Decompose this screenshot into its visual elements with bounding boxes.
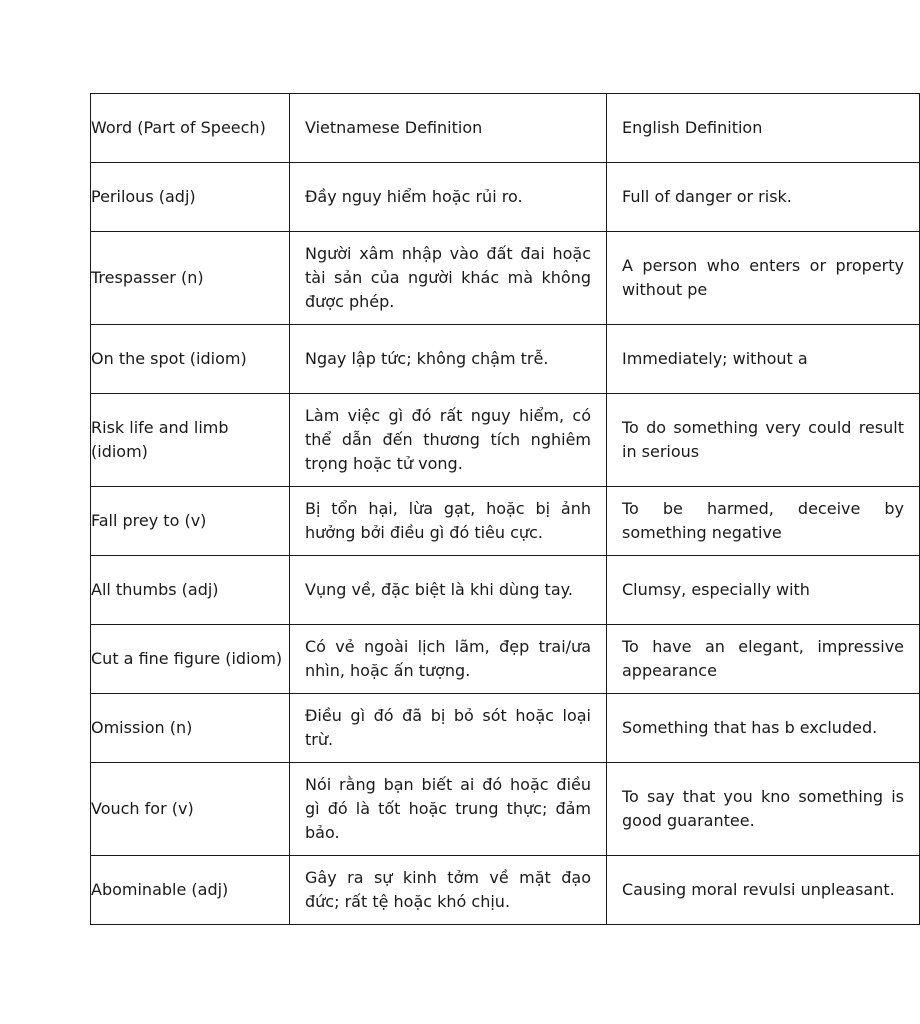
word-cell: Risk life and limb (idiom) [91,394,290,487]
english-cell: Causing moral revulsi unpleasant. [607,856,920,925]
word-cell: Trespasser (n) [91,232,290,325]
word-cell: Omission (n) [91,694,290,763]
vietnamese-cell: Vụng về, đặc biệt là khi dùng tay. [290,556,607,625]
vietnamese-cell: Có vẻ ngoài lịch lãm, đẹp trai/ưa nhìn, hoặc ấn tượng. [290,625,607,694]
word-cell: Fall prey to (v) [91,487,290,556]
vietnamese-cell: Bị tổn hại, lừa gạt, hoặc bị ảnh hưởng bởi điều gì đó tiêu cực. [290,487,607,556]
table-row [91,163,920,232]
table-row [91,694,920,763]
table-row [91,625,920,694]
english-cell: Clumsy, especially with [607,556,920,625]
table-row [91,856,920,925]
word-cell: All thumbs (adj) [91,556,290,625]
vietnamese-cell: Ngay lập tức; không chậm trễ. [290,325,607,394]
word-cell: On the spot (idiom) [91,325,290,394]
english-cell: To say that you kno something is good guarantee. [607,763,920,856]
header-english: English Definition [607,94,920,163]
word-cell: Vouch for (v) [91,763,290,856]
word-cell: Abominable (adj) [91,856,290,925]
vietnamese-cell: Người xâm nhập vào đất đai hoặc tài sản của người khác mà không được phép. [290,232,607,325]
header-vietnamese: Vietnamese Definition [290,94,607,163]
table-row [91,763,920,856]
english-cell: To do something very could result in serious [607,394,920,487]
english-cell: A person who enters or property without pe [607,232,920,325]
english-cell: To be harmed, deceive by something negative [607,487,920,556]
table-row [91,232,920,325]
word-cell: Perilous (adj) [91,163,290,232]
english-cell: To have an elegant, impressive appearance [607,625,920,694]
vietnamese-cell: Gây ra sự kinh tởm về mặt đạo đức; rất tệ hoặc khó chịu. [290,856,607,925]
vietnamese-cell: Nói rằng bạn biết ai đó hoặc điều gì đó là tốt hoặc trung thực; đảm bảo. [290,763,607,856]
vocabulary-table [90,93,920,925]
word-cell: Cut a fine figure (idiom) [91,625,290,694]
english-cell: Immediately; without a [607,325,920,394]
english-cell: Something that has b excluded. [607,694,920,763]
table-row [91,325,920,394]
english-cell: Full of danger or risk. [607,163,920,232]
table-row [91,556,920,625]
table-header-row [91,94,920,163]
table-row [91,394,920,487]
vietnamese-cell: Điều gì đó đã bị bỏ sót hoặc loại trừ. [290,694,607,763]
vietnamese-cell: Đầy nguy hiểm hoặc rủi ro. [290,163,607,232]
header-word: Word (Part of Speech) [91,94,290,163]
table-row [91,487,920,556]
vietnamese-cell: Làm việc gì đó rất nguy hiểm, có thể dẫn đến thương tích nghiêm trọng hoặc tử vong. [290,394,607,487]
